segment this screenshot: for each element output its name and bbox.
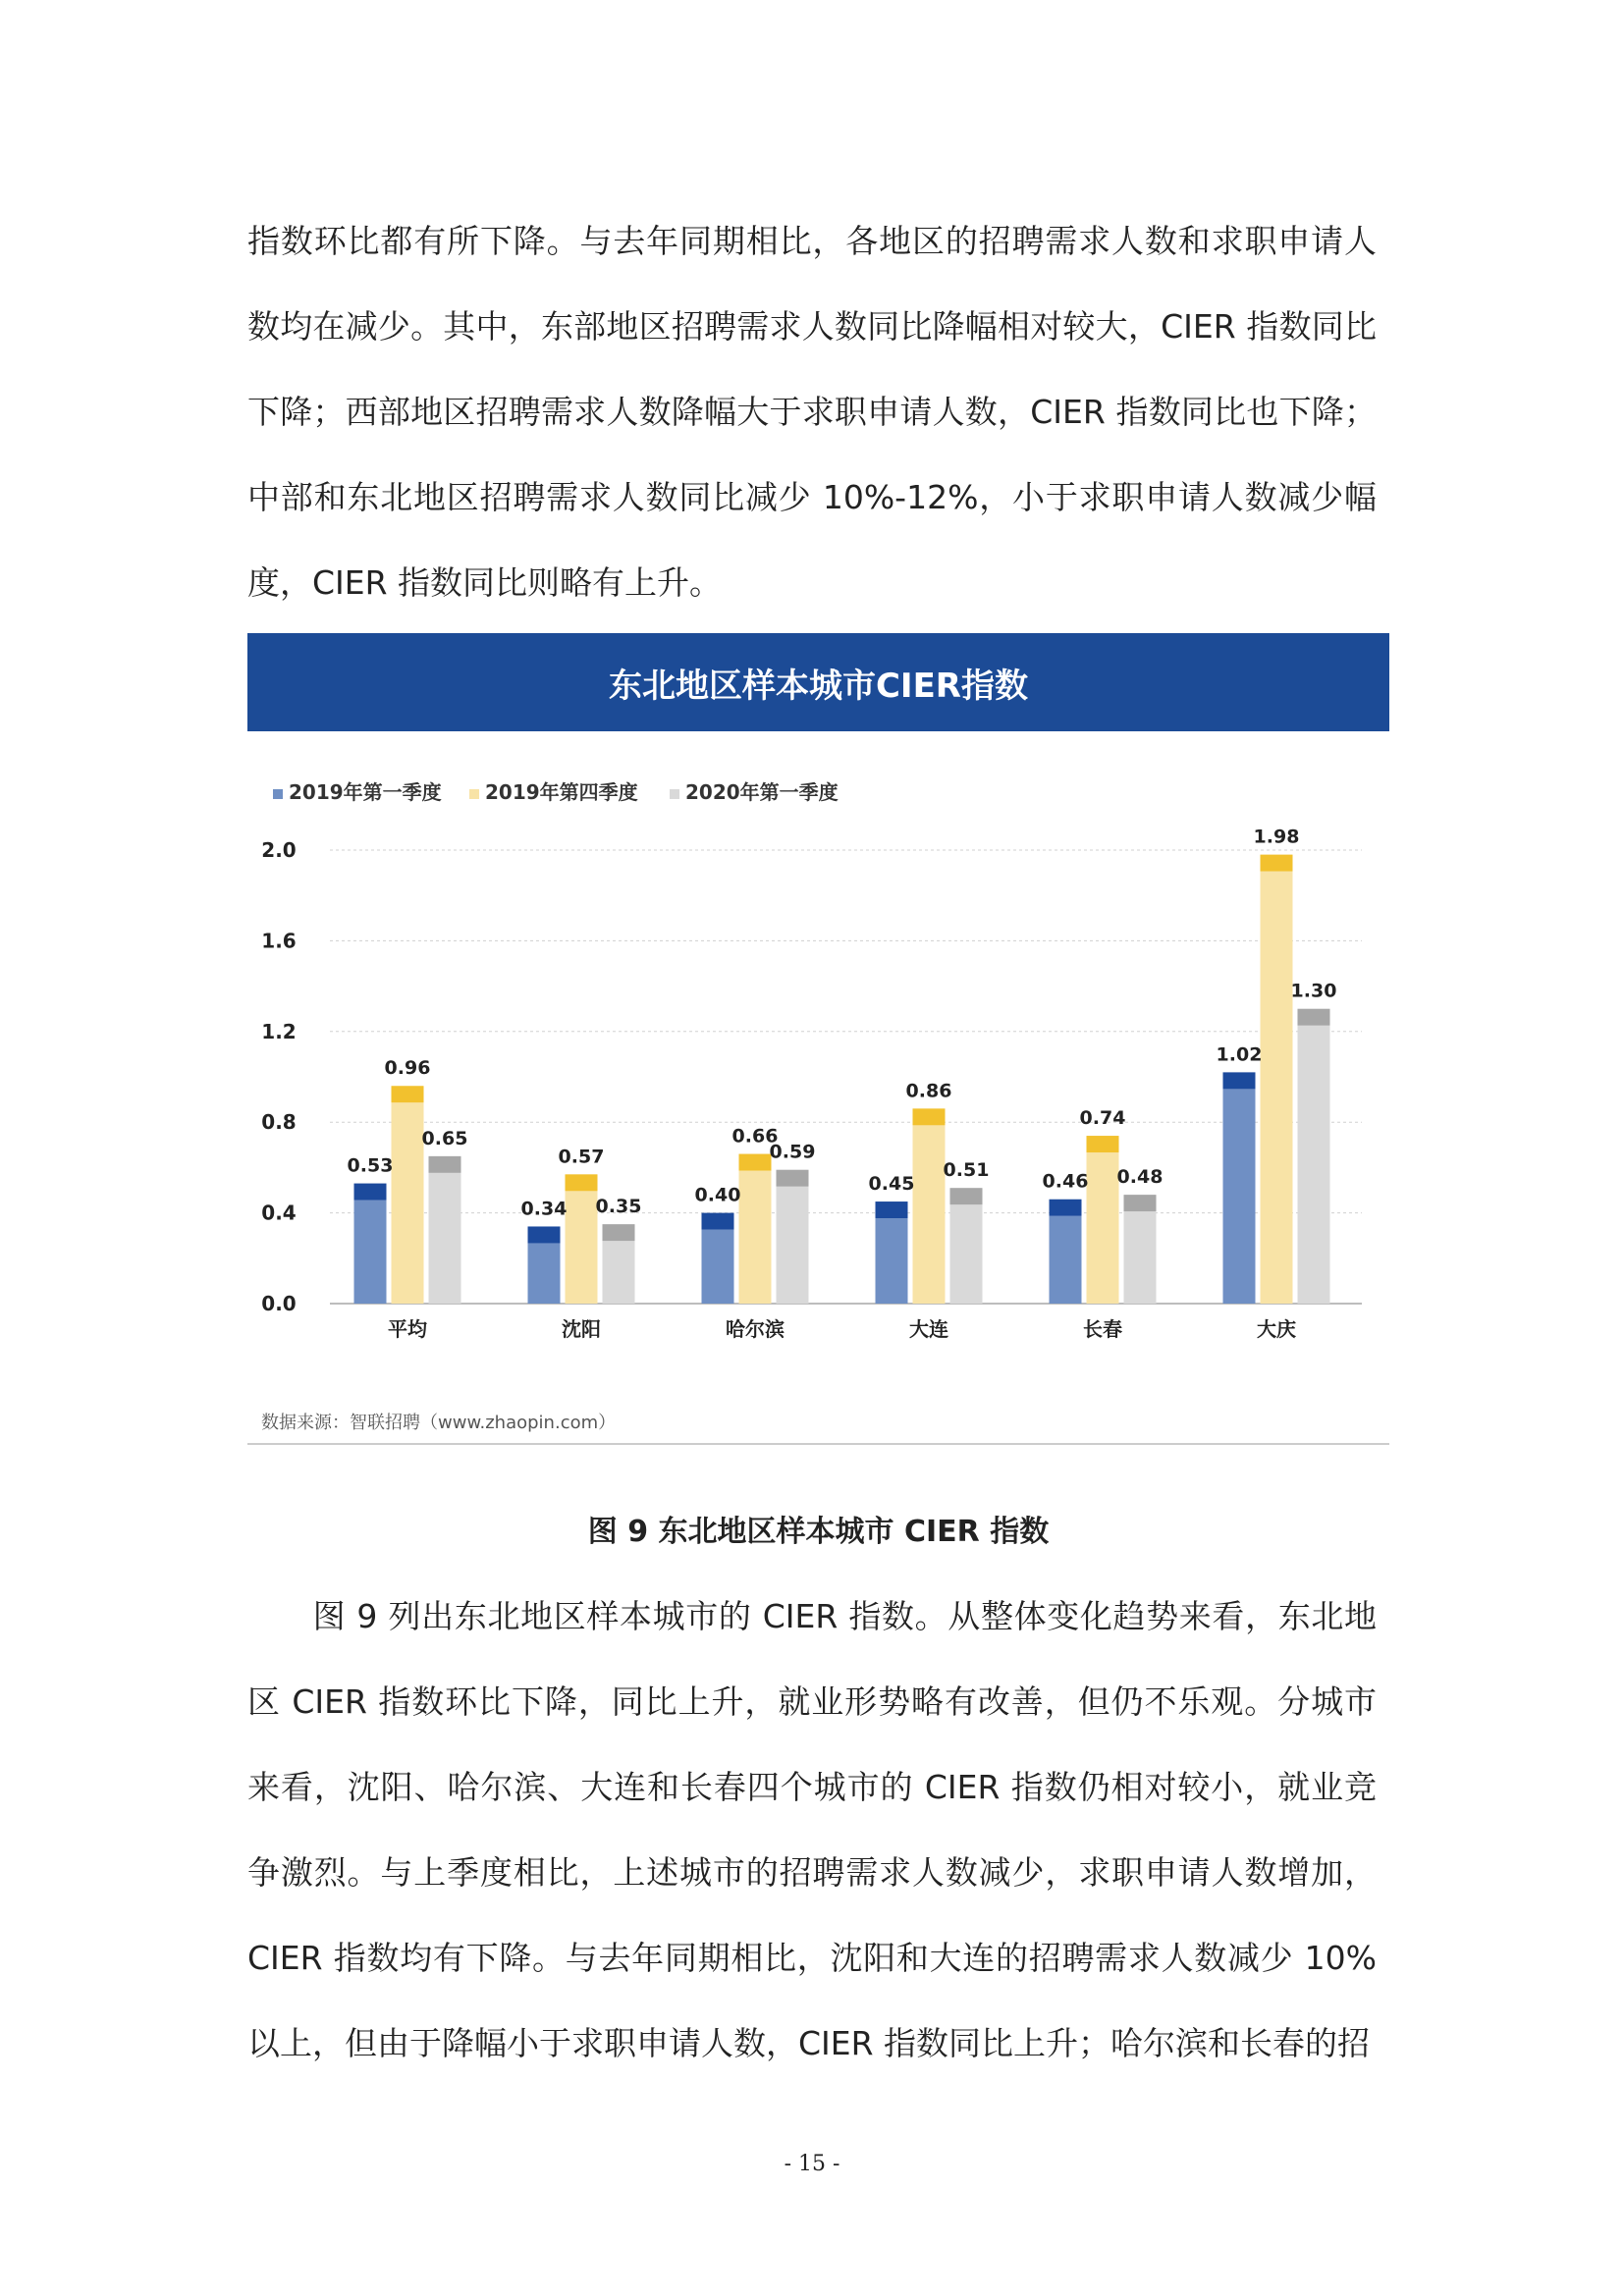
chart-bottom-divider <box>247 1443 1389 1445</box>
bar <box>1124 1211 1157 1304</box>
y-tick-label: 1.6 <box>261 929 297 953</box>
bar-cap <box>913 1108 946 1125</box>
y-tick-label: 2.0 <box>261 838 297 862</box>
bar <box>876 1218 908 1304</box>
bar <box>1087 1152 1119 1304</box>
bar-cap <box>392 1086 424 1102</box>
bar-value-label: 0.48 <box>1116 1166 1164 1189</box>
bar <box>950 1204 983 1304</box>
bar-cap <box>1050 1200 1082 1216</box>
bar-value-label: 0.45 <box>868 1173 915 1196</box>
chart-value-labels <box>348 827 1337 1220</box>
bar-cap <box>777 1170 809 1187</box>
y-tick-label: 0.0 <box>261 1292 297 1315</box>
bar <box>429 1173 461 1304</box>
bar-value-label: 0.74 <box>1079 1107 1126 1130</box>
bar <box>739 1171 772 1304</box>
category-label: 哈尔滨 <box>726 1317 785 1341</box>
category-label: 大连 <box>909 1317 948 1341</box>
y-tick-label: 1.2 <box>261 1019 297 1043</box>
y-tick-label: 0.8 <box>261 1110 297 1135</box>
bar <box>1050 1216 1082 1304</box>
legend-label: 2019年第一季度 <box>289 780 442 804</box>
bar <box>603 1241 635 1304</box>
bar <box>354 1201 387 1304</box>
bar-cap <box>1087 1136 1119 1152</box>
category-label: 长春 <box>1083 1317 1122 1341</box>
bar-cap <box>950 1188 983 1204</box>
paragraph-top: 指数环比都有所下降。与去年同期相比，各地区的招聘需求人数和求职申请人数均在减少。其中，东部地区招聘需求人数同比降幅相对较大，CIER 指数同比下降；西部地区招聘需求人数降幅大于求职申请人数，CIER 指数同比也下降；中部和东北地区招聘需求人数同比减少 10%-12%，小于求职申请人数减少幅度，CIER 指数同比则略有上升。 <box>247 222 1377 602</box>
category-label: 沈阳 <box>562 1317 601 1341</box>
bar-cap <box>1124 1195 1157 1211</box>
bar-cap <box>739 1154 772 1171</box>
bar <box>392 1102 424 1304</box>
bar-value-label: 0.40 <box>694 1184 741 1206</box>
bar-cap <box>566 1174 598 1191</box>
category-label: 大庆 <box>1257 1317 1296 1341</box>
bar-value-label: 0.66 <box>731 1125 779 1148</box>
bar <box>528 1243 561 1304</box>
bar-value-label: 0.86 <box>905 1080 952 1102</box>
bar <box>1298 1026 1330 1304</box>
page-number: - 15 - <box>784 2152 840 2176</box>
bar-chart <box>247 746 1389 1404</box>
bar-value-label: 0.53 <box>347 1154 394 1177</box>
y-tick-label: 0.4 <box>261 1201 297 1225</box>
chart-legend <box>273 780 839 804</box>
figure-caption: 图 9 东北地区样本城市 CIER 指数 <box>587 1515 1050 1549</box>
chart-bars <box>354 855 1330 1304</box>
bar-cap <box>1261 855 1293 872</box>
bar-cap <box>354 1184 387 1201</box>
paragraph-bottom <box>247 1574 1377 2086</box>
y-axis-ticks <box>261 838 296 1315</box>
bar <box>702 1230 734 1304</box>
chart-title-banner <box>247 633 1389 731</box>
legend-label: 2019年第四季度 <box>485 780 638 804</box>
bar-cap <box>876 1201 908 1218</box>
bar-value-label: 0.51 <box>943 1159 990 1182</box>
x-axis-categories <box>388 1317 1296 1341</box>
bar-cap <box>528 1226 561 1243</box>
bar-value-label: 1.02 <box>1216 1043 1263 1066</box>
bar-cap <box>1223 1072 1256 1089</box>
bar-value-label: 0.59 <box>769 1141 816 1163</box>
legend-swatch <box>273 789 283 799</box>
bar-cap <box>702 1213 734 1230</box>
bar-value-label: 0.46 <box>1042 1170 1089 1193</box>
bar-cap <box>603 1224 635 1241</box>
bar-value-label: 0.57 <box>558 1146 605 1168</box>
bar <box>1223 1089 1256 1304</box>
bar <box>777 1187 809 1304</box>
bar-cap <box>429 1156 461 1173</box>
bar <box>566 1191 598 1304</box>
legend-swatch <box>670 789 679 799</box>
chart-title: 东北地区样本城市CIER指数 <box>608 666 1028 706</box>
bar-value-label: 0.35 <box>595 1196 642 1218</box>
bar <box>913 1125 946 1304</box>
bar-value-label: 1.30 <box>1290 980 1337 1002</box>
bar-value-label: 0.65 <box>421 1127 468 1149</box>
chart-gridlines <box>330 850 1362 1304</box>
paragraph-bottom-text: 图 9 列出东北地区样本城市的 CIER 指数。从整体变化趋势来看，东北地区 CIER 指数环比下降，同比上升，就业形势略有改善，但仍不乐观。分城市来看，沈阳、哈尔滨、大连和长春四个城市的 CIER 指数仍相对较小，就业竞争激烈。与上季度相比，上述城市的招聘需求人数减少，求职申请人数增加，CIER 指数均有下降。与去年同期相比，沈阳和大连的招聘需求人数减少 10% 以上，但由于降幅小于求职申请人数，CIER 指数同比上升；哈尔滨和长春的招 <box>247 1597 1377 2062</box>
legend-label: 2020年第一季度 <box>685 780 839 804</box>
chart-source-note: 数据来源：智联招聘（www.zhaopin.com） <box>261 1413 617 1433</box>
legend-swatch <box>469 789 479 799</box>
bar-value-label: 0.96 <box>384 1057 431 1080</box>
bar-cap <box>1298 1009 1330 1026</box>
bar-value-label: 1.98 <box>1253 826 1300 848</box>
category-label: 平均 <box>388 1317 427 1341</box>
bar <box>1261 872 1293 1304</box>
bar-value-label: 0.34 <box>520 1198 568 1220</box>
